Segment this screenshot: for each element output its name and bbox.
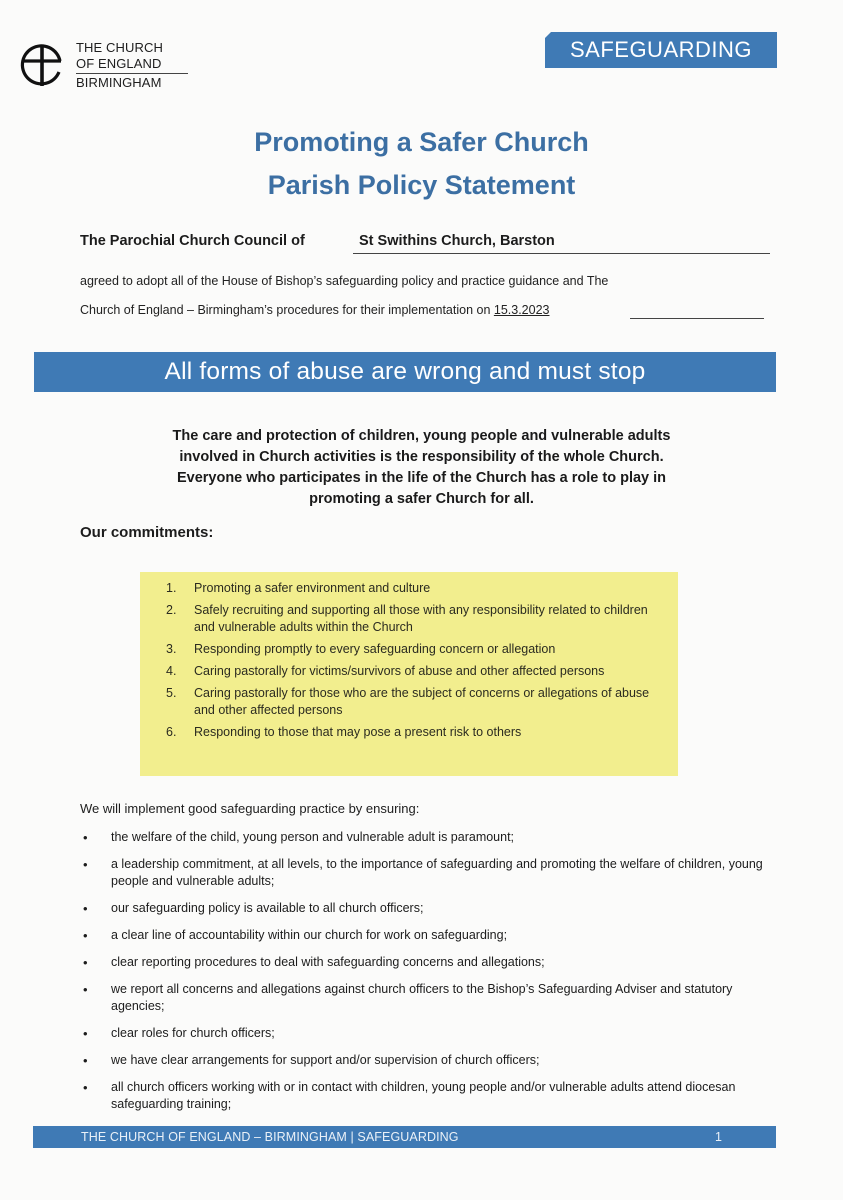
- commitment-item: [166, 602, 671, 636]
- bullet-icon: •: [83, 1053, 88, 1068]
- ensuring-item: [80, 900, 770, 917]
- bullet-icon: •: [83, 901, 88, 916]
- logo-divider: [76, 73, 188, 74]
- ensuring-item: [80, 1025, 770, 1042]
- date-fill-line: [630, 318, 764, 319]
- ensuring-item: [80, 927, 770, 944]
- commitment-item: [166, 641, 671, 658]
- commitment-text: Caring pastorally for those who are the subject of concerns or allegations of abuse and other affected persons: [194, 686, 650, 717]
- commitment-item: [166, 663, 671, 680]
- commitment-text: Promoting a safer environment and culture: [194, 581, 431, 595]
- bullet-icon: •: [83, 928, 88, 943]
- pcc-church-name: St Swithins Church, Barston: [359, 233, 555, 249]
- bullet-icon: •: [83, 982, 88, 997]
- ensuring-text: a clear line of accountability within our church for work on safeguarding;: [111, 928, 508, 942]
- bullet-icon: •: [83, 830, 88, 845]
- pcc-label: The Parochial Church Council of: [80, 233, 305, 249]
- church-of-england-emblem-icon: [18, 42, 66, 90]
- ensuring-text: clear roles for church officers;: [111, 1026, 275, 1040]
- commitment-item: [166, 685, 671, 719]
- ensuring-item: [80, 1079, 770, 1113]
- intro-statement: [0, 426, 843, 510]
- document-title-line-1: Promoting a Safer Church: [254, 127, 589, 157]
- bullet-icon: •: [83, 857, 88, 872]
- ensuring-text: we have clear arrangements for support and/or supervision of church officers;: [111, 1053, 540, 1067]
- ensuring-text: we report all concerns and allegations against church officers to the Bishop’s Safeguarding Adviser and statutory agencies;: [111, 982, 733, 1013]
- ensuring-item: [80, 981, 770, 1015]
- ensuring-text: all church officers working with or in contact with children, young people and/or vulnerable adults attend diocesan safeguarding training;: [111, 1080, 736, 1111]
- logo-line-1: THE CHURCH: [76, 40, 163, 55]
- adoption-date: 15.3.2023: [493, 303, 550, 317]
- ensuring-item: [80, 954, 770, 971]
- ensuring-text: clear reporting procedures to deal with safeguarding concerns and allegations;: [111, 955, 545, 969]
- church-of-england-logo: [18, 40, 188, 96]
- intro-line-2: involved in Church activities is the responsibility of the whole Church.: [179, 449, 664, 465]
- footer-text: THE CHURCH OF ENGLAND – BIRMINGHAM | SAFEGUARDING: [81, 1130, 459, 1144]
- page-footer: [33, 1126, 776, 1148]
- commitment-text: Caring pastorally for victims/survivors of abuse and other affected persons: [194, 664, 605, 678]
- bullet-icon: •: [83, 1026, 88, 1041]
- intro-line-4: promoting a safer Church for all.: [309, 491, 534, 507]
- adoption-text-line-2: [80, 303, 549, 317]
- intro-line-1: The care and protection of children, young people and vulnerable adults: [172, 428, 671, 444]
- commitment-number: 2.: [166, 603, 177, 617]
- page-number: 1: [715, 1130, 722, 1144]
- commitments-list: [166, 580, 671, 746]
- document-title-line-2: Parish Policy Statement: [267, 170, 576, 200]
- adoption-text-prefix: Church of England – Birmingham’s procedures for their implementation on: [80, 303, 494, 317]
- pcc-statement: [80, 233, 770, 255]
- abuse-banner: All forms of abuse are wrong and must stop: [34, 352, 776, 392]
- pcc-fill-line: [353, 253, 770, 254]
- adoption-text-line-1: agreed to adopt all of the House of Bishop’s safeguarding policy and practice guidance and The: [80, 274, 609, 288]
- ensuring-item: [80, 829, 770, 846]
- commitment-text: Responding promptly to every safeguarding concern or allegation: [194, 642, 556, 656]
- logo-line-2: OF ENGLAND: [76, 56, 162, 71]
- ensuring-item: [80, 1052, 770, 1069]
- ensuring-text: our safeguarding policy is available to all church officers;: [111, 901, 424, 915]
- bullet-icon: •: [83, 1080, 88, 1095]
- commitment-number: 6.: [166, 725, 177, 739]
- logo-line-3: BIRMINGHAM: [76, 75, 162, 90]
- ensuring-item: [80, 856, 770, 890]
- ensuring-text: a leadership commitment, at all levels, to the importance of safeguarding and promoting the welfare of children, young people and vulnerable adults;: [111, 857, 763, 888]
- intro-line-3: Everyone who participates in the life of the Church has a role to play in: [176, 470, 667, 486]
- commitment-number: 3.: [166, 642, 177, 656]
- logo-wordmark: [76, 40, 188, 91]
- commitments-heading: Our commitments:: [80, 524, 214, 541]
- commitment-number: 4.: [166, 664, 177, 678]
- commitment-text: Responding to those that may pose a present risk to others: [194, 725, 522, 739]
- safeguarding-tag: SAFEGUARDING: [545, 32, 777, 68]
- commitment-number: 1.: [166, 581, 177, 595]
- commitment-number: 5.: [166, 686, 177, 700]
- commitment-text: Safely recruiting and supporting all those with any responsibility related to children and vulnerable adults within the Church: [194, 603, 648, 634]
- ensuring-text: the welfare of the child, young person and vulnerable adult is paramount;: [111, 830, 515, 844]
- ensuring-list: [80, 829, 770, 1123]
- ensuring-heading: We will implement good safeguarding practice by ensuring:: [80, 801, 420, 816]
- commitment-item: [166, 724, 671, 741]
- commitment-item: [166, 580, 671, 597]
- bullet-icon: •: [83, 955, 88, 970]
